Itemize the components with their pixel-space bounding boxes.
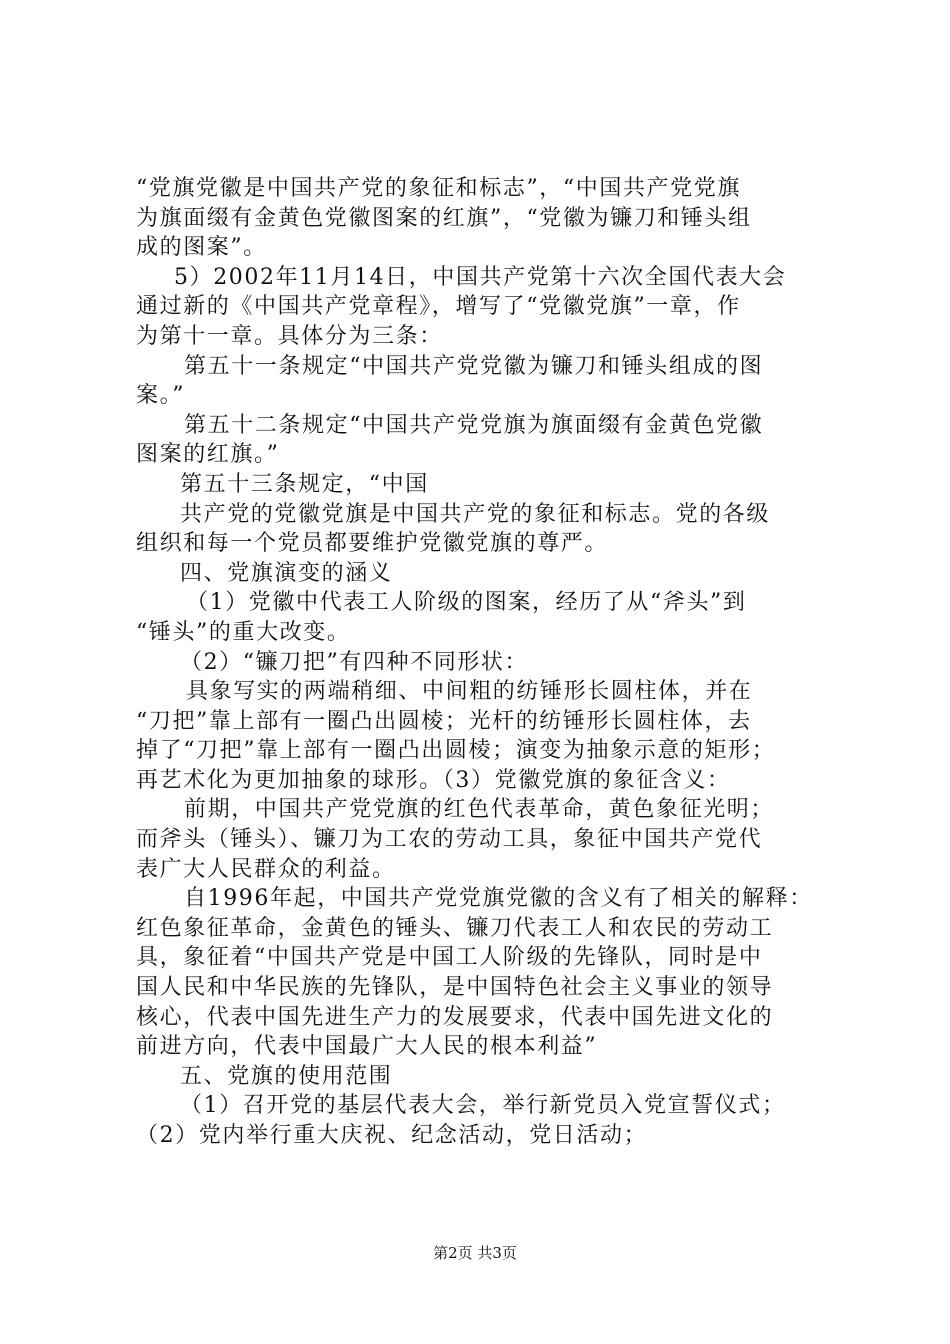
text-line: 再艺术化为更加抽象的球形。（3）党徽党旗的象征含义： <box>136 767 731 793</box>
text-line: 具，象征着“中国共产党是中国工人阶级的先锋队，同时是中 <box>136 945 763 971</box>
text-line: 前期，中国共产党党旗的红色代表革命，黄色象征光明； <box>184 797 775 823</box>
text-line: 第五十一条规定“中国共产党党徽为镰刀和锤头组成的图 <box>184 353 764 379</box>
text-line: 组织和每一个党员都要维护党徽党旗的尊严。 <box>136 531 609 557</box>
text-line: 共产党的党徽党旗是中国共产党的象征和标志。党的各级 <box>180 501 771 527</box>
text-line: 核心，代表中国先进生产力的发展要求，代表中国先进文化的 <box>136 1004 774 1030</box>
text-line: 案。” <box>136 383 186 409</box>
text-line: 图案的红旗。” <box>136 442 280 468</box>
text-line: 五、党旗的使用范围 <box>180 1063 393 1089</box>
text-line: 前进方向，代表中国最广大人民的根本利益” <box>136 1034 598 1060</box>
text-line: 第五十二条规定“中国共产党党旗为旗面缀有金黄色党徽 <box>184 412 764 438</box>
text-line: “刀把”靠上部有一圈凸出圆棱；光杆的纺锤形长圆柱体，去 <box>136 708 752 734</box>
text-line: 为旗面缀有金黄色党徽图案的红旗”，“党徽为镰刀和锤头组 <box>136 205 752 231</box>
text-line: （1）召开党的基层代表大会，举行新党员入党宣誓仪式； <box>180 1093 786 1119</box>
text-line: （2）“镰刀把”有四种不同形状： <box>180 649 529 675</box>
text-line: 国人民和中华民族的先锋队，是中国特色社会主义事业的领导 <box>136 975 774 1001</box>
text-line: （1）党徽中代表工人阶级的图案，经历了从“斧头”到 <box>186 590 747 616</box>
text-line: 5）2002年11月14日，中国共产党第十六次全国代表大会 <box>174 264 787 290</box>
text-line: 第五十三条规定，“中国 <box>180 471 429 497</box>
text-line: 具象写实的两端稍细、中间粗的纺锤形长圆柱体，并在 <box>186 679 753 705</box>
text-line: 四、党旗演变的涵义 <box>180 560 393 586</box>
text-line: “锤头”的重大改变。 <box>136 619 351 645</box>
text-line: 为第十一章。具体分为三条： <box>136 323 443 349</box>
text-line: 表广大人民群众的利益。 <box>136 856 396 882</box>
text-line: “党旗党徽是中国共产党的象征和标志”，“中国共产党党旗 <box>136 176 741 201</box>
text-line: （2）党内举行重大庆祝、纪念活动，党日活动； <box>136 1123 648 1148</box>
text-line: 红色象征革命，金黄色的锤头、镰刀代表工人和农民的劳动工 <box>136 915 774 941</box>
text-line: 成的图案”。 <box>136 235 267 261</box>
text-line: 通过新的《中国共产党章程》，增写了“党徽党旗”一章，作 <box>136 294 741 320</box>
page-footer: 第2页 共3页 <box>433 1244 517 1262</box>
document-body <box>136 174 836 1151</box>
text-line: 掉了“刀把”靠上部有一圈凸出圆棱；演变为抽象示意的矩形； <box>136 738 776 764</box>
text-line: 而斧头（锤头）、镰刀为工农的劳动工具，象征中国共产党代 <box>136 827 763 853</box>
text-line: 自1996年起，中国共产党党旗党徽的含义有了相关的解释： <box>184 886 813 912</box>
